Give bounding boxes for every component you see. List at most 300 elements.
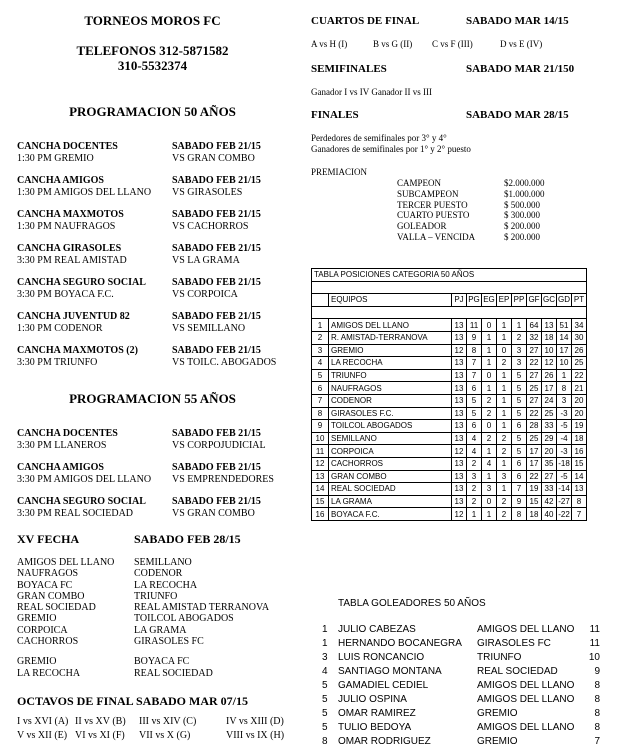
- scorer-name: TULIO BEDOYA: [338, 722, 412, 733]
- scorer-rank: 1: [322, 638, 328, 649]
- table-cell: 10: [557, 357, 572, 370]
- table-cell: 6: [512, 420, 527, 433]
- scorer-team: GREMIO: [477, 708, 518, 719]
- table-cell: 19: [527, 483, 542, 496]
- table-cell: 2: [497, 495, 512, 508]
- match-away: VS SEMILLANO: [172, 322, 246, 334]
- table-cell: 13: [452, 470, 467, 483]
- table-cell: 12: [452, 445, 467, 458]
- table-cell: 8: [467, 344, 482, 357]
- match-date: SABADO FEB 21/15: [172, 311, 261, 322]
- header-cell: GC: [543, 295, 555, 305]
- prize-amount: $ 200.000: [504, 231, 540, 242]
- match-home: 1:30 PM GREMIO: [17, 152, 94, 164]
- table-cell: 13: [452, 369, 467, 382]
- table-cell: 3: [557, 394, 572, 407]
- header-cell: EG: [483, 295, 495, 305]
- table-cell: 1: [482, 470, 497, 483]
- table-cell: 22: [572, 369, 587, 382]
- table-cell: -5: [557, 420, 572, 433]
- match-field: CANCHA MAXMOTOS (2): [17, 345, 138, 356]
- match-away: VS TOILC. ABOGADOS: [172, 356, 277, 368]
- match-home: 3:30 PM LLANEROS: [17, 439, 107, 451]
- table-cell: 13: [452, 382, 467, 395]
- match-header: [17, 428, 307, 440]
- match-away: VS GRAN COMBO: [172, 507, 255, 519]
- table-cell: 21: [572, 382, 587, 395]
- fecha15-title: XV FECHA: [17, 532, 80, 546]
- prize-name: VALLA – VENCIDA: [397, 231, 476, 242]
- table-cell: 22: [527, 470, 542, 483]
- match-teams: [17, 323, 307, 335]
- table-cell: 14: [312, 483, 329, 496]
- table-cell: 2: [497, 445, 512, 458]
- table-row: [312, 331, 587, 344]
- match-field: CANCHA GIRASOLES: [17, 243, 122, 254]
- match-teams: [17, 255, 307, 267]
- scorer-rank: 5: [322, 694, 328, 705]
- table-cell: 28: [527, 420, 542, 433]
- scorer-team: GIRASOLES FC: [477, 638, 551, 649]
- match-teams: [17, 440, 307, 452]
- match-home: 3:30 PM AMIGOS DEL LLANO: [17, 473, 152, 485]
- table-cell: 1: [467, 508, 482, 521]
- semis-date: SABADO MAR 21/150: [466, 63, 575, 75]
- scorer-rank: 5: [322, 680, 328, 691]
- table-cell: 19: [572, 420, 587, 433]
- fixture-away: SEMILLANO: [134, 557, 192, 568]
- table-cell: 2: [497, 432, 512, 445]
- cuartos-title: CUARTOS DE FINAL: [311, 15, 420, 27]
- match-teams: [17, 221, 307, 233]
- table-cell: 25: [542, 407, 557, 420]
- match-away: VS CORPOJUDICIAL: [172, 439, 266, 451]
- fixture-home: GREMIO: [17, 656, 57, 668]
- octavos-list: [17, 716, 307, 744]
- table-row: [312, 407, 587, 420]
- match-date: SABADO FEB 21/15: [172, 209, 261, 220]
- match-home: 3:30 PM TRIUNFO: [17, 356, 98, 368]
- table-cell: 1: [497, 394, 512, 407]
- match-away: VS CACHORROS: [172, 220, 249, 232]
- blank-cell: [312, 281, 587, 294]
- table-cell: 12: [452, 508, 467, 521]
- prize-row: [397, 210, 597, 221]
- fixture-home: AMIGOS DEL LLANO: [17, 557, 115, 568]
- standings-table: [311, 268, 587, 521]
- table-cell: 2: [467, 495, 482, 508]
- table-row: [312, 508, 587, 521]
- table-cell: 0: [482, 420, 497, 433]
- header-cell: EQUIPOS: [329, 294, 452, 307]
- table-cell: 1: [497, 331, 512, 344]
- table-cell: 6: [467, 382, 482, 395]
- fixture-home: GREMIO: [17, 613, 57, 625]
- prize-amount: $1.000.000: [504, 188, 545, 199]
- table-cell: TOILCOL ABOGADOS: [329, 420, 452, 433]
- match-header: [17, 345, 307, 357]
- table-cell: GRAN COMBO: [329, 470, 452, 483]
- octavos-row: [17, 716, 307, 730]
- fecha15-pairs: [17, 557, 307, 679]
- scorer-name: SANTIAGO MONTANA: [338, 666, 442, 677]
- header-cell: PT: [572, 294, 587, 307]
- table-cell: 26: [542, 369, 557, 382]
- table-cell: 25: [527, 432, 542, 445]
- table-cell: 1: [482, 357, 497, 370]
- scorer-goals: 11: [589, 638, 600, 649]
- table-cell: 13: [452, 319, 467, 332]
- table-cell: 40: [542, 508, 557, 521]
- table-cell: 5: [512, 432, 527, 445]
- table-cell: 2: [482, 432, 497, 445]
- table-cell: 8: [312, 407, 329, 420]
- table-cell: 20: [572, 407, 587, 420]
- fixture-row: [17, 580, 307, 591]
- table-cell: 1: [482, 382, 497, 395]
- scorer-goals: 8: [594, 680, 600, 691]
- prize-row: [397, 178, 597, 189]
- cuartos-match: D vs E (IV): [500, 39, 543, 49]
- fixture-row: [17, 568, 307, 579]
- table-cell: 15: [312, 495, 329, 508]
- table-cell: -5: [557, 470, 572, 483]
- prog55-title: PROGRAMACION 55 AÑOS: [69, 391, 236, 406]
- table-cell: 16: [312, 508, 329, 521]
- table-cell: 5: [512, 407, 527, 420]
- table-row: [312, 357, 587, 370]
- match-field: CANCHA SEGURO SOCIAL: [17, 277, 146, 288]
- match-home: 1:30 PM NAUFRAGOS: [17, 220, 116, 232]
- table-cell: 10: [542, 344, 557, 357]
- table-row: [312, 470, 587, 483]
- table-cell: 20: [542, 445, 557, 458]
- table-cell: 34: [572, 319, 587, 332]
- match-away: VS CORPOICA: [172, 288, 238, 300]
- octavos-match: V vs XII (E): [17, 730, 68, 741]
- match-block: [17, 428, 307, 462]
- scorer-rank: 8: [322, 736, 328, 747]
- table-cell: 3: [497, 470, 512, 483]
- table-row: [312, 457, 587, 470]
- table-cell: 18: [542, 331, 557, 344]
- match-home: 1:30 PM CODENOR: [17, 322, 103, 334]
- table-cell: 1: [482, 508, 497, 521]
- scorer-team: GREMIO: [477, 736, 518, 747]
- fixture-row: [17, 602, 307, 613]
- table-cell: 22: [527, 407, 542, 420]
- fixture-away: LA RECOCHA: [134, 579, 198, 591]
- table-cell: 6: [467, 420, 482, 433]
- header-cell: GF: [528, 295, 540, 305]
- table-cell: 4: [312, 357, 329, 370]
- table-cell: 42: [542, 495, 557, 508]
- scorer-rank: 4: [322, 666, 328, 677]
- table-cell: 15: [572, 457, 587, 470]
- table-cell: 3: [312, 344, 329, 357]
- table-cell: 8: [572, 495, 587, 508]
- fixture-row: [17, 613, 307, 624]
- table-cell: 6: [512, 470, 527, 483]
- table-cell: 12: [542, 357, 557, 370]
- standings-title-row: [312, 269, 587, 282]
- table-cell: 1: [482, 331, 497, 344]
- fixture-row: [17, 656, 307, 667]
- scorer-rank: 5: [322, 708, 328, 719]
- scorer-rank: 5: [322, 722, 328, 733]
- table-cell: 17: [557, 344, 572, 357]
- fixture-home: CORPOICA: [17, 624, 68, 636]
- match-block: [17, 496, 307, 530]
- table-row: [312, 319, 587, 332]
- scorer-name: JULIO OSPINA: [338, 694, 407, 705]
- table-cell: 13: [542, 319, 557, 332]
- fixture-row: [17, 591, 307, 602]
- table-cell: 1: [312, 319, 329, 332]
- table-cell: 1: [512, 319, 527, 332]
- prog55-list: [17, 428, 307, 530]
- match-block: [17, 243, 307, 277]
- match-field: CANCHA SEGURO SOCIAL: [17, 496, 146, 507]
- prog50-list: [17, 141, 307, 379]
- cuartos-match: B vs G (II): [373, 39, 413, 49]
- match-home: 3:30 PM REAL AMISTAD: [17, 254, 127, 266]
- table-cell: -27: [558, 496, 570, 506]
- table-cell: CODENOR: [329, 394, 452, 407]
- match-block: [17, 277, 307, 311]
- octavos-match: II vs XV (B): [75, 716, 126, 727]
- standings-blank-row: [312, 306, 587, 319]
- match-header: [17, 496, 307, 508]
- table-cell: 0: [482, 319, 497, 332]
- table-cell: 13: [452, 357, 467, 370]
- octavos-title: OCTAVOS DE FINAL SABADO MAR 07/15: [17, 694, 249, 708]
- table-cell: -4: [557, 432, 572, 445]
- match-header: [17, 175, 307, 187]
- prize-amount: $ 500.000: [504, 199, 540, 210]
- octavos-match: VII vs X (G): [139, 730, 191, 741]
- table-cell: 7: [467, 369, 482, 382]
- table-cell: CACHORROS: [329, 457, 452, 470]
- finales-line-2: Ganadores de semifinales por 1° y 2° puesto: [311, 144, 471, 154]
- match-field: CANCHA AMIGOS: [17, 175, 104, 186]
- octavos-match: IV vs XIII (D): [226, 716, 284, 727]
- table-cell: 5: [312, 369, 329, 382]
- table-cell: -3: [557, 407, 572, 420]
- table-cell: NAUFRAGOS: [329, 382, 452, 395]
- table-cell: 7: [572, 508, 587, 521]
- match-away: VS GRAN COMBO: [172, 152, 255, 164]
- table-cell: 11: [467, 319, 482, 332]
- semis-line: Ganador I vs IV Ganador II vs III: [311, 87, 433, 97]
- table-cell: 24: [542, 394, 557, 407]
- standings-title: TABLA POSICIONES CATEGORIA 50 AÑOS: [312, 269, 587, 282]
- fixture-away: REAL AMISTAD TERRANOVA: [134, 602, 270, 614]
- scorer-goals: 11: [589, 624, 600, 635]
- table-row: [312, 432, 587, 445]
- octavos-row: [17, 730, 307, 744]
- table-cell: 0: [497, 344, 512, 357]
- table-cell: 32: [527, 331, 542, 344]
- table-cell: 2: [467, 457, 482, 470]
- table-cell: 30: [572, 331, 587, 344]
- table-cell: 13: [452, 420, 467, 433]
- table-cell: REAL SOCIEDAD: [329, 483, 452, 496]
- table-cell: 9: [512, 495, 527, 508]
- match-away: VS GIRASOLES: [172, 186, 243, 198]
- page-title: TORNEOS MOROS FC: [84, 13, 221, 28]
- table-cell: 15: [527, 495, 542, 508]
- prize-row: [397, 221, 597, 232]
- table-cell: LA RECOCHA: [329, 357, 452, 370]
- scorer-name: LUIS RONCANCIO: [338, 652, 425, 663]
- table-cell: 25: [527, 382, 542, 395]
- prize-amount: $ 300.000: [504, 210, 540, 221]
- scorer-team: AMIGOS DEL LLANO: [477, 624, 575, 635]
- table-row: [312, 420, 587, 433]
- fixture-home: GRAN COMBO: [17, 590, 85, 602]
- finales-title: FINALES: [311, 109, 359, 121]
- cuartos-date: SABADO MAR 14/15: [466, 15, 569, 27]
- table-cell: 1: [497, 457, 512, 470]
- match-home: 3:30 PM REAL SOCIEDAD: [17, 507, 134, 519]
- table-cell: 6: [512, 457, 527, 470]
- prize-row: [397, 232, 597, 243]
- table-cell: 29: [542, 432, 557, 445]
- scorer-goals: 10: [588, 652, 600, 663]
- scorer-goals: 8: [594, 708, 600, 719]
- table-cell: 2: [497, 508, 512, 521]
- table-cell: 1: [497, 369, 512, 382]
- match-away: VS LA GRAMA: [172, 254, 240, 266]
- scorer-team: AMIGOS DEL LLANO: [477, 680, 575, 691]
- table-cell: 4: [482, 457, 497, 470]
- table-cell: 18: [572, 432, 587, 445]
- table-cell: 2: [512, 331, 527, 344]
- match-header: [17, 311, 307, 323]
- table-cell: R. AMISTAD-TERRANOVA: [329, 331, 452, 344]
- header-cell: GD: [558, 295, 570, 305]
- table-cell: 8: [512, 508, 527, 521]
- table-cell: 9: [467, 331, 482, 344]
- table-cell: 27: [527, 344, 542, 357]
- spacer: [17, 647, 307, 656]
- table-cell: 12: [312, 457, 329, 470]
- match-block: [17, 345, 307, 379]
- scorer-name: GAMADIEL CEDIEL: [338, 680, 429, 691]
- match-header: [17, 277, 307, 289]
- standings-blank-row: [312, 281, 587, 294]
- match-teams: [17, 508, 307, 520]
- scorer-goals: 7: [594, 736, 600, 747]
- table-cell: 27: [527, 394, 542, 407]
- table-cell: 25: [572, 357, 587, 370]
- match-header: [17, 462, 307, 474]
- table-cell: 1: [497, 407, 512, 420]
- table-cell: 3: [467, 470, 482, 483]
- table-cell: 5: [512, 382, 527, 395]
- match-date: SABADO FEB 21/15: [172, 496, 261, 507]
- match-field: CANCHA DOCENTES: [17, 141, 118, 152]
- match-date: SABADO FEB 21/15: [172, 175, 261, 186]
- header-cell: PG: [468, 295, 480, 305]
- fixture-row: [17, 625, 307, 636]
- table-cell: 18: [527, 508, 542, 521]
- header-cell: PJ: [452, 294, 467, 307]
- table-cell: 1: [497, 420, 512, 433]
- prize-name: TERCER PUESTO: [397, 199, 468, 210]
- table-cell: GIRASOLES F.C.: [329, 407, 452, 420]
- table-cell: 11: [312, 445, 329, 458]
- fixture-home: BOYACA FC: [17, 579, 73, 591]
- table-cell: 1: [497, 319, 512, 332]
- table-cell: -22: [558, 509, 570, 519]
- prize-name: SUBCAMPEON: [397, 188, 459, 199]
- match-header: [17, 209, 307, 221]
- standings-header-row: [312, 294, 587, 307]
- prog50-title: PROGRAMACION 50 AÑOS: [69, 104, 236, 119]
- table-cell: GREMIO: [329, 344, 452, 357]
- table-cell: 33: [542, 483, 557, 496]
- match-block: [17, 175, 307, 209]
- table-cell: 16: [572, 445, 587, 458]
- table-cell: 3: [512, 344, 527, 357]
- table-cell: 1: [557, 369, 572, 382]
- table-cell: 5: [512, 369, 527, 382]
- cuartos-match: C vs F (III): [432, 39, 473, 49]
- match-teams: [17, 187, 307, 199]
- prize-row: [397, 189, 597, 200]
- scorer-team: TRIUNFO: [477, 652, 522, 663]
- match-field: CANCHA MAXMOTOS: [17, 209, 124, 220]
- match-date: SABADO FEB 21/15: [172, 243, 261, 254]
- table-cell: -14: [558, 484, 570, 494]
- table-cell: 5: [512, 445, 527, 458]
- octavos-match: VI vs XI (F): [75, 730, 125, 741]
- table-cell: 22: [527, 357, 542, 370]
- phones-line-2: 310-5532374: [117, 58, 188, 73]
- table-cell: 1: [497, 382, 512, 395]
- finales-line-1: Perdedores de semifinales por 3° y 4°: [311, 133, 447, 143]
- table-cell: 17: [542, 382, 557, 395]
- table-cell: 1: [497, 483, 512, 496]
- table-cell: 35: [542, 457, 557, 470]
- table-row: [312, 495, 587, 508]
- prize-amount: $2.000.000: [504, 178, 545, 188]
- scorer-name: OMAR RODRIGUEZ: [338, 736, 431, 747]
- match-block: [17, 209, 307, 243]
- table-cell: 4: [467, 432, 482, 445]
- table-row: [312, 369, 587, 382]
- table-row: [312, 344, 587, 357]
- match-home: 3:30 PM BOYACA F.C.: [17, 288, 114, 300]
- table-cell: 7: [467, 357, 482, 370]
- fixture-away: CODENOR: [134, 568, 183, 580]
- scorer-team: AMIGOS DEL LLANO: [477, 722, 575, 733]
- table-cell: 64: [527, 319, 542, 332]
- fixture-home: REAL SOCIEDAD: [17, 602, 96, 614]
- table-cell: 4: [467, 445, 482, 458]
- fixture-row: [17, 668, 307, 679]
- table-cell: 3: [482, 483, 497, 496]
- table-cell: CORPOICA: [329, 445, 452, 458]
- table-cell: 13: [452, 483, 467, 496]
- match-field: CANCHA DOCENTES: [17, 428, 118, 439]
- octavos-match: I vs XVI (A): [17, 716, 69, 727]
- match-header: [17, 141, 307, 153]
- table-cell: 12: [452, 344, 467, 357]
- cuartos-match: A vs H (I): [311, 39, 348, 49]
